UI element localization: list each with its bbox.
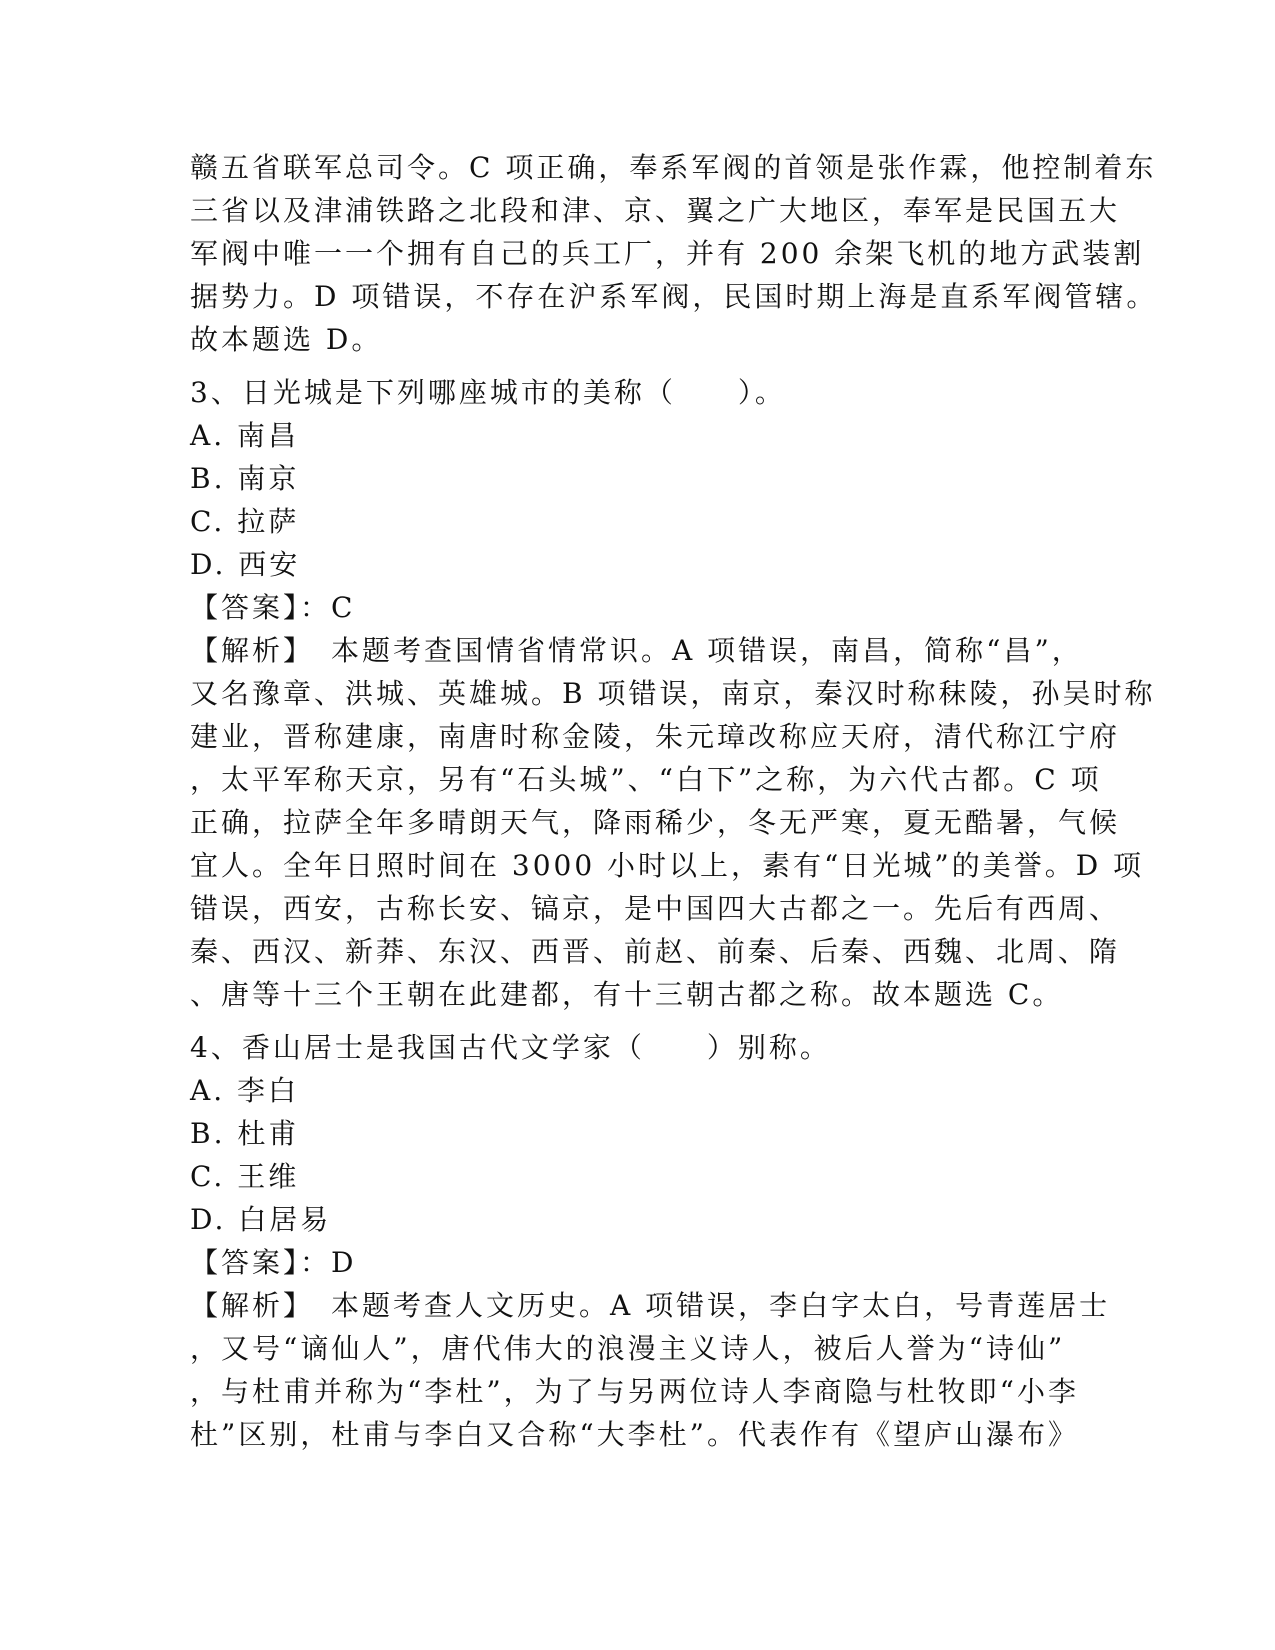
option-a: A. 李白 xyxy=(190,1074,300,1107)
analysis-line: 又名豫章、洪城、英雄城。B 项错误，南京，秦汉时称秣陵，孙吴时称 xyxy=(190,677,1156,710)
analysis-line: 宜人。全年日照时间在 3000 小时以上，素有“日光城”的美誉。D 项 xyxy=(190,849,1145,882)
analysis-line: 杜”区别，杜甫与李白又合称“大李杜”。代表作有《望庐山瀑布》 xyxy=(190,1418,1079,1451)
analysis-line: ，又号“谪仙人”，唐代伟大的浪漫主义诗人，被后人誉为“诗仙” xyxy=(190,1332,1066,1365)
analysis-line: 正确，拉萨全年多晴朗天气，降雨稀少，冬无严寒，夏无酷暑，气候 xyxy=(190,806,1121,839)
option-c: C. 王维 xyxy=(190,1160,300,1193)
analysis-line: ，太平军称天京，另有“石头城”、“白下”之称，为六代古都。C 项 xyxy=(190,763,1102,796)
option-c: C. 拉萨 xyxy=(190,505,300,538)
analysis-block xyxy=(190,629,1156,1016)
text-line: 赣五省联军总司令。C 项正确，奉系军阀的首领是张作霖，他控制着东 xyxy=(190,151,1157,184)
answer-line: 【答案】：C xyxy=(190,591,356,624)
analysis-line: 建业，晋称建康，南唐时称金陵，朱元璋改称应天府，清代称江宁府 xyxy=(190,720,1121,753)
analysis-block xyxy=(190,1284,1111,1456)
option-a: A. 南昌 xyxy=(190,419,300,452)
text-line: 军阀中唯一一个拥有自己的兵工厂，并有 200 余架飞机的地方武装割 xyxy=(190,237,1145,270)
option-d: D. 白居易 xyxy=(190,1203,332,1236)
text-line: 故本题选 D。 xyxy=(190,323,383,356)
text-line: 三省以及津浦铁路之北段和津、京、翼之广大地区，奉军是民国五大 xyxy=(190,194,1121,227)
document-page xyxy=(190,146,1158,1456)
question-3 xyxy=(190,371,1156,1016)
analysis-line: 【解析】 本题考查人文历史。A 项错误，李白字太白，号青莲居士 xyxy=(190,1289,1111,1322)
option-b: B. 杜甫 xyxy=(190,1117,300,1150)
analysis-line: 错误，西安，古称长安、镐京，是中国四大古都之一。先后有西周、 xyxy=(190,892,1121,925)
previous-analysis-continuation xyxy=(190,146,1158,361)
option-b: B. 南京 xyxy=(190,462,300,495)
question-4 xyxy=(190,1026,1111,1456)
option-d: D. 西安 xyxy=(190,548,301,581)
question-stem: 3、日光城是下列哪座城市的美称（ ）。 xyxy=(190,376,786,409)
analysis-line: 【解析】 本题考查国情省情常识。A 项错误，南昌，简称“昌”， xyxy=(190,634,1083,667)
text-line: 据势力。D 项错误，不存在沪系军阀，民国时期上海是直系军阀管辖。 xyxy=(190,280,1158,313)
question-stem: 4、香山居士是我国古代文学家（ ）别称。 xyxy=(190,1031,831,1064)
answer-line: 【答案】：D xyxy=(190,1246,357,1279)
analysis-line: 秦、西汉、新莽、东汉、西晋、前赵、前秦、后秦、西魏、北周、隋 xyxy=(190,935,1121,968)
analysis-line: 、唐等十三个王朝在此建都，有十三朝古都之称。故本题选 C。 xyxy=(190,978,1064,1011)
analysis-line: ，与杜甫并称为“李杜”，为了与另两位诗人李商隐与杜牧即“小李 xyxy=(190,1375,1079,1408)
